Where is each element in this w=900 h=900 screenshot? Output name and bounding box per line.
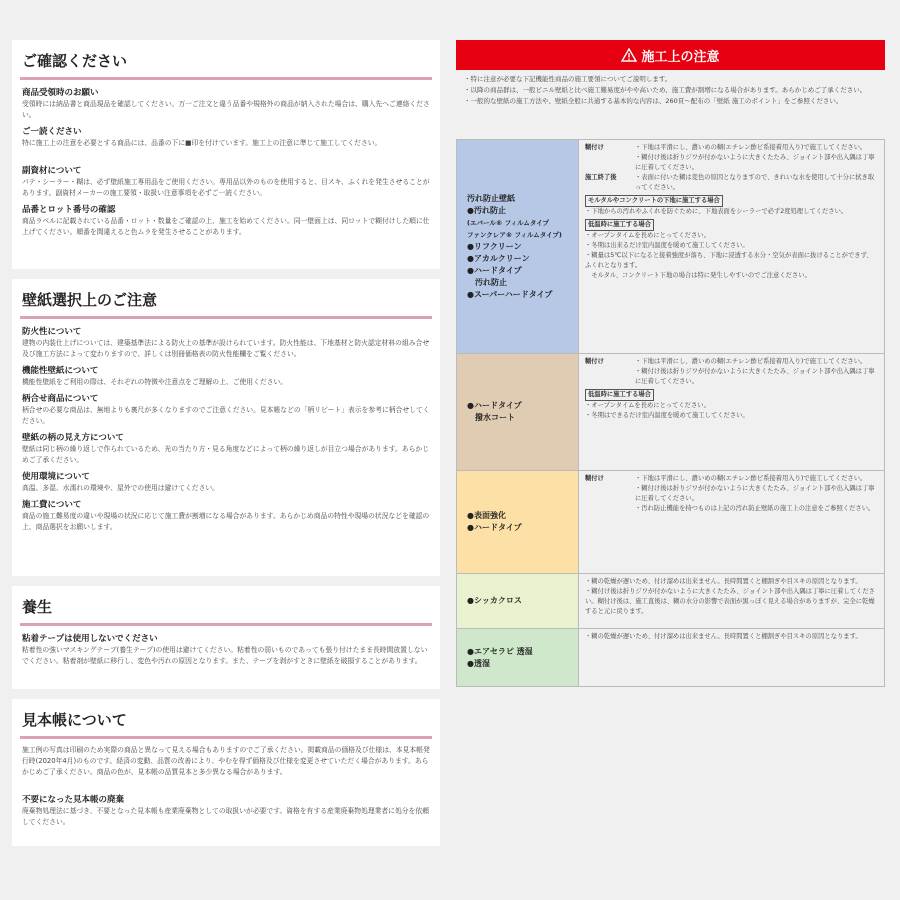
divider xyxy=(20,77,432,80)
card-confirm xyxy=(12,40,440,269)
sample-book-body: 施工例の写真は印刷のため実際の商品と異なって見える場合もありますのでご了承ください。掲載商品の価格及び仕様は、本見本帳発行時(2020年4月)のものです。経済の変動、品質の改善により、やむを得ず価格及び仕様を変更させていただく場合があります。あらかじめご了承ください。商品の色が、見本帳の品質見本と多少異なる場合があります。 xyxy=(22,746,430,776)
detail-line: ・糊の乾燥が遅いため、付け溜めは出来ません。長時間置くと棚割ぎや目スキの原因となります。 xyxy=(585,633,862,640)
detail-line: ・糊の乾燥が遅いため、付け溜めは出来ません。長時間置くと棚割ぎや目スキの原因となります。 xyxy=(585,578,862,585)
selection-item-head: 柄合せ商品について xyxy=(22,394,99,404)
construction-notes xyxy=(456,40,885,700)
detail-line: ・冬期はできるだけ室内温度を暖めて施工してください。 xyxy=(585,412,749,419)
selection-item-head: 機能性壁紙について xyxy=(22,366,99,376)
detail-kv xyxy=(585,357,878,387)
confirm-item-body: 受領時には納品書と商品現品を確認してください。万一ご注文と違う品番や規格外の商品が納入された場合は、購入先へご連絡ください。 xyxy=(22,100,430,119)
confirm-item-body: パテ・シーラー・糊は、必ず壁紙施工専用品をご使用ください。専用品以外のものを使用すると、目スキ、ふくれを発生させることがあります。副資材メーカーの施工要領・取扱い注意事項を必ずご一読ください。 xyxy=(22,178,430,197)
card-sample-book xyxy=(12,699,440,846)
product-label: ●汚れ防止 xyxy=(467,205,506,215)
notes-row xyxy=(457,574,885,629)
product-label: 汚れ防止壁紙 xyxy=(467,193,515,203)
product-label: ファンクレア® フィルムタイプ) xyxy=(467,230,562,239)
construction-notes-header xyxy=(456,40,885,70)
detail-cell xyxy=(579,140,885,354)
selection-item-body: 建物の内装仕上げについては、建築基準法による防火上の基準が設けられています。防火性能は、下地基材と防火認定材料の組み合せ及び施工方法によって変わりますので、詳しくは別冊価格表の防火性能欄をご覧ください。 xyxy=(22,339,430,358)
condition-heading: 低温時に施工する場合 xyxy=(585,219,654,231)
selection-item-head: 防火性について xyxy=(22,327,82,337)
confirm-item-body: 特に施工上の注意を必要とする商品には、品番の下に■印を付けています。施工上の注意に準じて施工してください。 xyxy=(22,139,382,147)
detail-key: 糊付け xyxy=(585,358,604,365)
notes-row xyxy=(457,354,885,471)
product-label: ●エアセラピ 透湿 xyxy=(467,646,533,656)
selection-item-body: 壁紙は同じ柄の繰り返しで作られているため、光の当たり方・見る角度などによって柄の繰り返しが目立つ場合があります。あらかじめご了承ください。 xyxy=(22,445,429,464)
product-label: ●シッカクロス xyxy=(467,596,522,605)
construction-notes-title: 施工上の注意 xyxy=(641,49,720,65)
detail-line: モルタル、コンクリート下地の場合は特に発生しやすいのでご注意ください。 xyxy=(585,272,811,279)
notes-row xyxy=(457,629,885,687)
card-curing-title: 養生 xyxy=(22,598,53,616)
selection-item-body: 商品の施工難易度の違いや現場の状況に応じて施工費が割増になる場合があります。あらかじめ商品の特性や現場の状況などを確認の上、商品選択をお願いします。 xyxy=(22,512,430,531)
divider xyxy=(20,316,432,319)
selection-item-head: 使用環境について xyxy=(22,472,90,482)
confirm-item-body: 商品ラベルに記載されている品番・ロット・数量をご確認の上、施工を始めてください。同一壁面上は、同ロットで糊付けした順に仕上げてください。順番を間違えると色ムラを発生させることがあります。 xyxy=(22,217,430,236)
product-label: ●ハードタイプ xyxy=(467,265,522,275)
detail-line: ・オープンタイムを長めにとってください。 xyxy=(585,232,710,239)
card-confirm-title: ご確認ください xyxy=(22,52,128,70)
detail-line: ・下地からの汚れやふくれを防ぐために、下地表面をシーラーで必ず2度処理してください。 xyxy=(585,208,848,215)
condition-heading: モルタルやコンクリートの下地に施工する場合 xyxy=(585,195,723,207)
intro-note: ・一般的な壁紙の施工方法や、壁紙全般に共通する基本的な内容は、260頁～配布の「壁紙 施工のポイント」をご参照ください。 xyxy=(464,97,843,105)
product-label: ●透湿 xyxy=(467,658,490,668)
detail-cell xyxy=(579,629,885,687)
detail-cell xyxy=(579,471,885,574)
detail-value: ・下地は平滑にし、濃いめの糊(エチレン酢ビ系接着用入り)で施工してください。 ・糊付け後は折りジワが付かないように大きくたたみ、ジョイント部や出入隅は丁寧に圧着してください。 xyxy=(635,144,875,171)
divider xyxy=(20,736,432,739)
notes-row xyxy=(457,140,885,354)
warning-icon xyxy=(621,48,637,62)
detail-value: ・表面に付いた糊は変色の原因となりますので、きれいな水を使用して十分に拭き取ってください。 xyxy=(635,174,875,191)
selection-item-body: 高温、多湿、水濡れの環境や、屋外での使用は避けてください。 xyxy=(22,484,219,492)
detail-key: 糊付け xyxy=(585,144,604,151)
detail-cell xyxy=(579,574,885,629)
product-label: ●アカルクリーン xyxy=(467,253,530,263)
product-label: ●リフクリーン xyxy=(467,241,522,251)
intro-note: ・特に注意が必要な下記機能性商品の施工要領についてご説明します。 xyxy=(464,75,672,83)
detail-line: ・冬期は出来るだけ室内温度を暖めて施工してください。 xyxy=(585,242,749,249)
product-label-cell xyxy=(457,471,579,574)
notes-row xyxy=(457,471,885,574)
curing-item-head: 粘着テープは使用しないでください xyxy=(22,634,158,644)
product-label: ●ハードタイプ xyxy=(467,523,522,532)
detail-key: 施工終了後 xyxy=(585,174,617,181)
detail-kv xyxy=(585,143,878,173)
product-label: ●ハードタイプ xyxy=(467,401,522,410)
detail-line: ・オープンタイムを長めにとってください。 xyxy=(585,402,710,409)
card-curing xyxy=(12,586,440,689)
intro-note: ・以降の商品群は、一般ビニル壁紙と比べ施工難易度がやや高いため、施工費が割増になる場合があります。あらかじめご了承ください。 xyxy=(464,86,867,94)
detail-kv xyxy=(585,173,878,193)
product-label: ●スーパーハードタイプ xyxy=(467,289,553,299)
sample-book-body: 廃棄物処理法に基づき、不要となった見本帳も産業廃棄物としての取扱いが必要です。資格を有する産業廃棄物処理業者に処分を依頼してください。 xyxy=(22,807,429,826)
selection-item-head: 施工費について xyxy=(22,500,82,510)
confirm-item-head: 副資材について xyxy=(22,166,82,176)
confirm-item-head: 品番とロット番号の確認 xyxy=(22,205,116,215)
sample-book-head: 不要になった見本帳の廃棄 xyxy=(22,795,125,805)
product-label: 撥水コート xyxy=(467,413,515,422)
divider xyxy=(20,623,432,626)
product-label-cell xyxy=(457,354,579,471)
product-label-cell xyxy=(457,574,579,629)
product-label: (エバール® フィルムタイプ xyxy=(467,218,549,227)
product-label-cell xyxy=(457,629,579,687)
card-selection-title: 壁紙選択上のご注意 xyxy=(22,291,158,309)
detail-value: ・下地は平滑にし、濃いめの糊(エチレン酢ビ系接着用入り)で施工してください。 ・糊付け後は折りジワが付かないように大きくたたみ、ジョイント部や出入隅は丁寧に圧着してください。 ・汚れ防止機能を持つものは上記の汚れ防止壁紙の施工上の注意をご参照ください。 xyxy=(635,475,875,512)
product-label: ●表面強化 xyxy=(467,511,506,520)
selection-item-body: 機能性壁紙をご利用の際は、それぞれの特徴や注意点をご理解の上、ご使用ください。 xyxy=(22,378,288,386)
confirm-item-head: ご一読ください xyxy=(22,127,82,137)
detail-value: ・下地は平滑にし、濃いめの糊(エチレン酢ビ系接着用入り)で施工してください。 ・糊付け後は折りジワが付かないように大きくたたみ、ジョイント部や出入隅は丁寧に圧着してください。 xyxy=(635,358,875,385)
selection-item-body: 柄合せの必要な商品は、無地よりも裏尺が多くなりますのでご注意ください。見本帳などの「柄リピート」表示を参考に柄合せしてください。 xyxy=(22,406,430,425)
detail-line: ・糊付け後は折りジワが付かないように大きくたたみ、ジョイント部や出入隅は丁寧に圧着してください。糊付け後は、施工直後は、糊の水分の影響で表面が黒っぽく見える場合がありますが、完全に乾燥すると元に戻ります。 xyxy=(585,588,875,615)
product-label: 汚れ防止 xyxy=(467,277,507,287)
selection-item-head: 壁紙の柄の見え方について xyxy=(22,433,124,443)
curing-item-body: 粘着性の強いマスキングテープ(養生テープ)の使用は避けてください。粘着性の弱いものであっても張り付けたまま長時間放置しないでください。粘着剤が壁紙に移行し、変色や汚れの原因となります。また、テープを剥がすときに壁紙を破損することがあります。 xyxy=(22,646,428,665)
confirm-item-head: 商品受領時のお願い xyxy=(22,88,99,98)
detail-line: ・糊量は5℃以下になると接着強度が落ち、下地に浸透する水分・空気が表面に抜けることができず、ふくれとなります。 xyxy=(585,252,873,269)
detail-cell xyxy=(579,354,885,471)
product-label-cell xyxy=(457,140,579,354)
detail-key: 糊付け xyxy=(585,475,604,482)
detail-kv xyxy=(585,474,878,514)
card-sample-book-title: 見本帳について xyxy=(22,711,127,729)
card-selection xyxy=(12,279,440,576)
notes-table xyxy=(456,139,885,687)
condition-heading: 低温時に施工する場合 xyxy=(585,389,654,401)
